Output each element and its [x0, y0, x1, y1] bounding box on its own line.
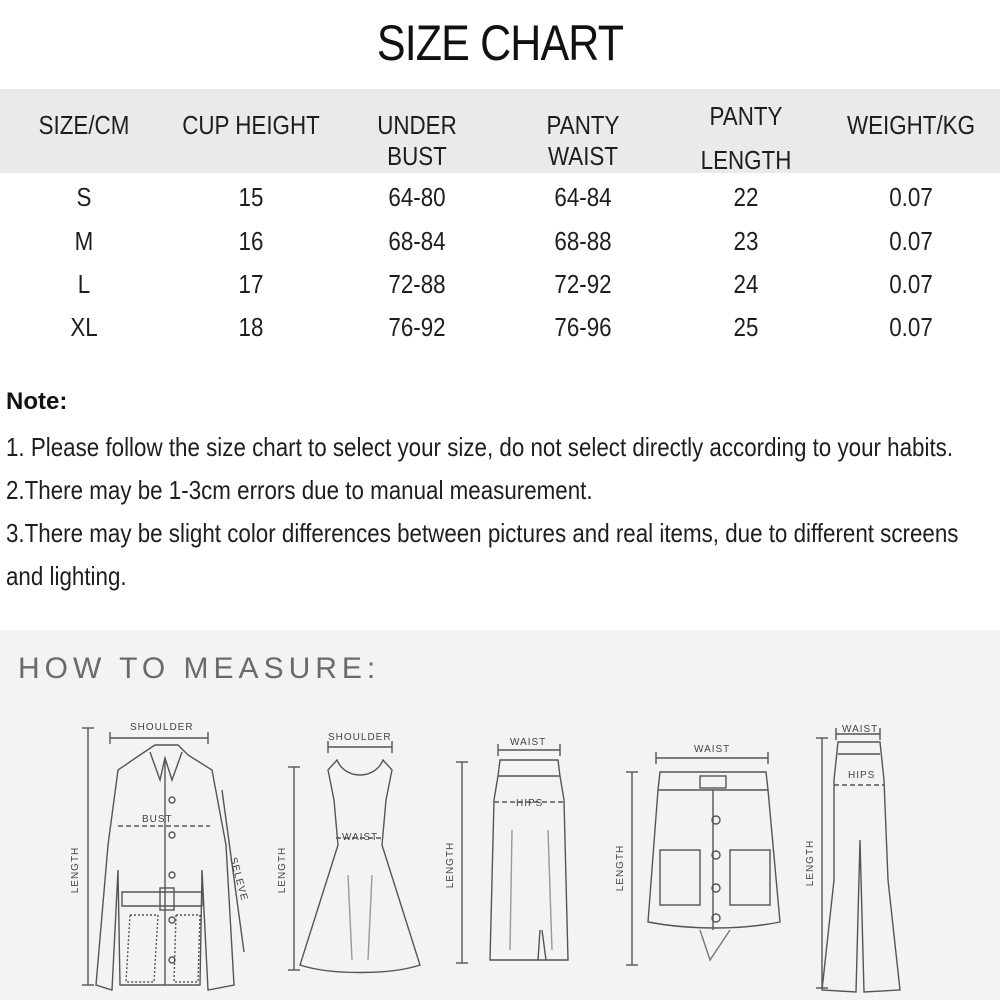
label-hips-skirt: HIPS — [516, 798, 544, 809]
cell-weight: 0.07 — [889, 226, 933, 256]
page-title: SIZE CHART — [376, 15, 624, 71]
header-cup-height: CUP HEIGHT — [182, 110, 320, 140]
dress-illustration — [288, 741, 420, 973]
header-panty-line1: PANTY — [709, 101, 783, 131]
label-length-jacket: LENGTH — [70, 846, 81, 894]
cell-panty-length: 22 — [733, 182, 759, 212]
flare-pants-illustration — [816, 728, 900, 992]
cell-size: S — [76, 182, 92, 212]
label-waist-dress: WAIST — [342, 832, 379, 843]
label-hips-pants: HIPS — [848, 770, 876, 781]
label-selveve: SELEVE — [227, 856, 250, 903]
jacket-illustration — [82, 728, 244, 990]
label-bust: BUST — [142, 814, 173, 825]
note-line-1: 1. Please follow the size chart to select your size, do not select directly according to your habits. — [6, 432, 954, 462]
how-to-measure-title: HOW TO MEASURE: — [18, 652, 381, 685]
cell-panty-waist: 68-88 — [554, 226, 612, 256]
cell-size: XL — [70, 312, 98, 342]
cell-panty-waist: 72-92 — [554, 269, 612, 299]
header-under-bust: UNDER BUST — [377, 110, 457, 171]
cell-weight: 0.07 — [889, 269, 933, 299]
cell-cup-height: 18 — [238, 312, 264, 342]
label-length-pants: LENGTH — [805, 839, 816, 887]
cell-panty-length: 24 — [733, 269, 759, 299]
garment-illustrations — [0, 630, 1000, 1000]
label-waist-pants: WAIST — [842, 724, 879, 735]
label-length-dress: LENGTH — [277, 846, 288, 894]
note-line-4: and lighting. — [6, 561, 127, 591]
mini-skirt-illustration — [626, 752, 780, 965]
cell-panty-waist: 64-84 — [554, 182, 612, 212]
label-waist-mini: WAIST — [694, 744, 731, 755]
header-panty-length — [677, 94, 815, 182]
cell-size: M — [74, 226, 94, 256]
label-length-skirt: LENGTH — [445, 841, 456, 889]
cell-under-bust: 64-80 — [388, 182, 446, 212]
note-line-3: 3.There may be slight color differences between pictures and real items, due to different screens — [6, 518, 959, 548]
cell-under-bust: 72-88 — [388, 269, 446, 299]
header-panty-waist: PANTY WAIST — [546, 110, 620, 171]
cell-under-bust: 68-84 — [388, 226, 446, 256]
cell-panty-waist: 76-96 — [554, 312, 612, 342]
cell-cup-height: 16 — [238, 226, 264, 256]
cell-cup-height: 17 — [238, 269, 264, 299]
cell-panty-length: 25 — [733, 312, 759, 342]
cell-cup-height: 15 — [238, 182, 264, 212]
cell-under-bust: 76-92 — [388, 312, 446, 342]
label-shoulder-jacket: SHOULDER — [130, 722, 194, 733]
note-line-2: 2.There may be 1-3cm errors due to manual measurement. — [6, 475, 593, 505]
note-title: Note: — [6, 388, 68, 415]
label-waist-skirt: WAIST — [510, 737, 547, 748]
cell-weight: 0.07 — [889, 182, 933, 212]
label-shoulder-dress: SHOULDER — [328, 732, 392, 743]
header-size: SIZE/CM — [38, 110, 130, 140]
cell-size: L — [77, 269, 91, 299]
cell-weight: 0.07 — [889, 312, 933, 342]
cell-panty-length: 23 — [733, 226, 759, 256]
header-panty-line2: LENGTH — [700, 145, 792, 175]
header-weight: WEIGHT/KG — [847, 110, 975, 140]
label-length-mini: LENGTH — [615, 844, 626, 892]
pencil-skirt-illustration — [456, 744, 568, 963]
